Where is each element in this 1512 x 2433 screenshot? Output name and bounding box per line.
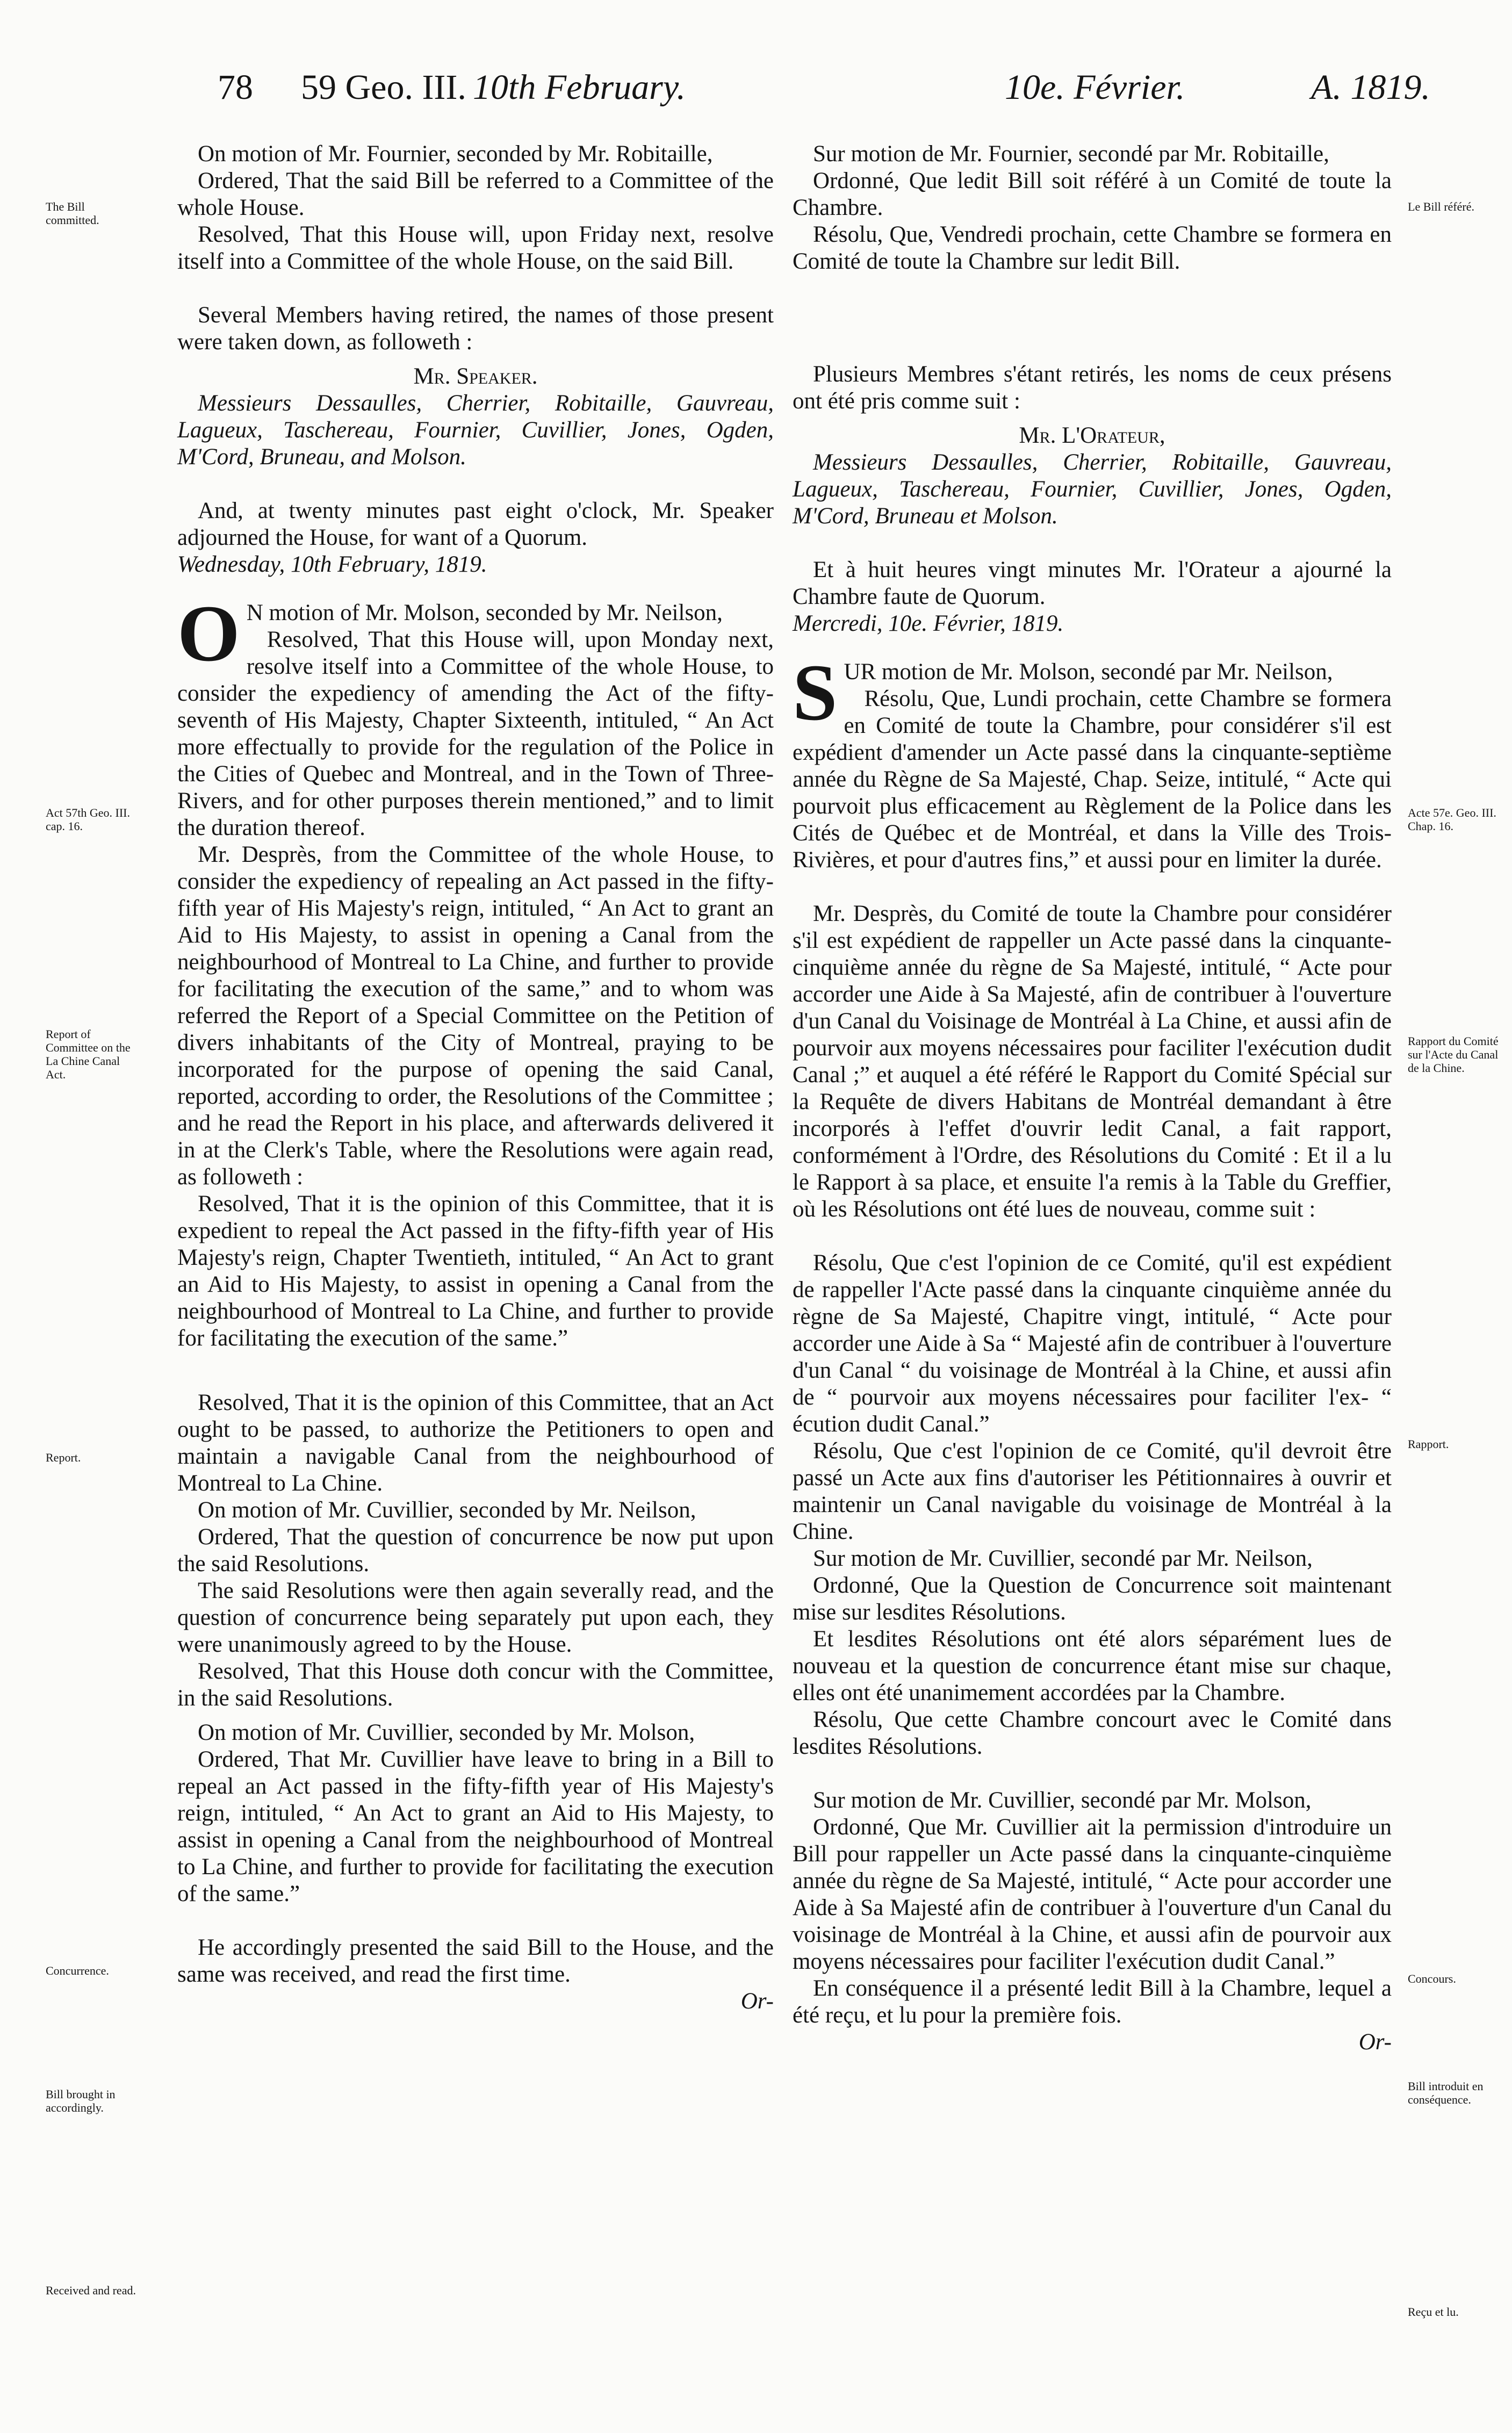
- members-present-fr: Messieurs Dessaulles, Cherrier, Robitaille, Gauvreau, Lagueux, Taschereau, Fournier, Cuvillier, Jones, Ogden, M'Cord, Bruneau et Molson.: [793, 450, 1392, 529]
- margin-note: The Bill committed.: [46, 200, 99, 227]
- margin-note: Bill introduit en conséquence.: [1408, 2079, 1484, 2106]
- dateline-fr: Mercredi, 10e. Février, 1819.: [793, 611, 1064, 636]
- order-leave-bill-fr: Ordonné, Que Mr. Cuvillier ait la permission d'introduire un Bill pour rappeller un Acte passé dans la cinquante-cinquième année du règne de Sa Majesté, intitulé, “ Acte pour accorder une Aide à Sa Majesté afin de contribuer à l'ouverture d'un Canal du voisinage de Montréal à la Chine, et aussi afin de pourvoir aux moyens nécessaires pour faciliter l'exécution dudit Canal.”: [793, 1815, 1392, 1974]
- report-despres: Mr. Desprès, from the Committee of the whole House, to consider the expediency of repealing an Act passed in the fifty-fifth year of His Majesty's reign, intituled, “ An Act to grant an Aid to His Majesty, to assist in opening a Canal from the neighbourhood of Montreal to La Chine, and further to provide for facilitating the execution of the same,” and to whom was referred the Report of a Special Committee on the Petition of divers inhabitants of the City of Montreal, praying to be incorporated for the purpose of opening the said Canal, reported, according to order, the Resolutions of the Committee ; and he read the Report in his place, and afterwards delivered it in at the Clerk's Table, where the Resolutions were again read, as followeth :: [177, 842, 774, 1190]
- order-concurrence-fr: Ordonné, Que la Question de Concurrence soit maintenant mise sur lesdites Résolutions.: [793, 1573, 1392, 1625]
- resolution-repeal: Resolved, That it is the opinion of this Committee, that it is expedient to repeal the Act passed in the fifty-fifth year of His Majesty's reign, Chapter Twentieth, intituled, “ An Act to grant an Aid to His Majesty, to assist in opening a Canal from the neighbourhood of Montreal to La Chine, and further to provide for facilitating the execution of the same.”: [177, 1191, 774, 1351]
- adjournment: And, at twenty minutes past eight o'clock, Mr. Speaker adjourned the House, for want of a Quorum.: [177, 498, 774, 550]
- report-despres-fr: Mr. Desprès, du Comité de toute la Chambre pour considérer s'il est expédient de rappeller un Acte passé dans la cinquante-cinquième année du règne de Sa Majesté, intitulé, “ Acte pour accorder une Aide à Sa Majesté, afin de contribuer à l'ouverture d'un Canal du Voisinage de Montréal à La Chine, et aussi afin de pourvoir aux moyens nécessaires pour faciliter l'exécution dudit Canal ;” et auquel a été référé le Rapport du Comité Spécial sur la Requête de divers Habitans de Montréal demandant à être incorporés à l'effet d'ouvrir ledit Canal, a fait rapport, conformément à l'Ordre, des Résolutions du Comité : Et il a lu le Rapport à sa place, et ensuite l'a remis à la Table du Greffier, où les Résolutions ont été lues de nouveau, comme suit :: [793, 901, 1392, 1222]
- speaker-heading-fr: Mr. L'Orateur,: [1019, 423, 1165, 448]
- catchword: Or-: [740, 1989, 774, 2014]
- margin-note: Concurrence.: [46, 1964, 109, 1977]
- dateline: Wednesday, 10th February, 1819.: [177, 552, 487, 577]
- margin-note: Concours.: [1408, 1972, 1456, 1985]
- motion-molson: O N motion of Mr. Molson, seconded by Mr. Neilson,: [177, 589, 723, 678]
- margin-note: Acte 57e. Geo. III. Chap. 16.: [1408, 806, 1496, 833]
- motion-fournier: On motion of Mr. Fournier, seconded by Mr. Robitaille,: [198, 141, 713, 167]
- members-retired-fr: Plusieurs Membres s'étant retirés, les noms de ceux présens ont été pris comme suit :: [793, 362, 1392, 414]
- margin-note: Received and read.: [46, 2284, 136, 2297]
- resolution-new-act: Resolved, That it is the opinion of this Committee, that an Act ought to be passed, to authorize the Petitioners to open and maintain a navigable Canal from the neighbourhood of Montreal to La Chine.: [177, 1390, 774, 1496]
- members-present: Messieurs Dessaulles, Cherrier, Robitaille, Gauvreau, Lagueux, Taschereau, Fournier, Cuvillier, Jones, Ogden, M'Cord, Bruneau, and Molson.: [177, 391, 774, 470]
- header-year: A. 1819.: [1311, 68, 1430, 107]
- bill-presented: He accordingly presented the said Bill to the House, and the same was received, and read the first time.: [177, 1935, 774, 1987]
- speaker-heading: Mr. Speaker.: [413, 364, 538, 389]
- header-date-fr: 10e. Février.: [1005, 68, 1185, 107]
- resolution-police-act: Resolved, That this House will, upon Monday next, resolve itself into a Committee of the whole House, to consider the expediency of amending the Act of the fifty-seventh of His Majesty, Chapter Sixteenth, intituled, “ An Act more effectually to provide for the regulation of the Police in the Cities of Quebec and Montreal, and in the Town of Three-Rivers, and for other purposes therein mentioned,” and to limit the duration thereof.: [177, 627, 774, 840]
- motion-molson-fr: SUR motion de Mr. Molson, secondé par Mr. Neilson,: [793, 648, 1333, 737]
- motion-fournier-fr: Sur motion de Mr. Fournier, secondé par Mr. Robitaille,: [813, 141, 1329, 167]
- order-leave-bill: Ordered, That Mr. Cuvillier have leave to bring in a Bill to repeal an Act passed in the fifty-fifth year of His Majesty's reign, intituled, “ An Act to grant an Aid to His Majesty, to assist in opening a Canal from the neighbourhood of Montreal to La Chine, and further to provide for facilitating the execution of the same.”: [177, 1747, 774, 1906]
- resolution-new-act-fr: Résolu, Que c'est l'opinion de ce Comité, qu'il devroit être passé un Acte aux fins d'autoriser les Pétitionnaires à ouvrir et maintenir un Canal navigable du voisinage de Montréal à la Chine.: [793, 1438, 1392, 1544]
- members-retired: Several Members having retired, the names of those present were taken down, as followeth :: [177, 303, 774, 355]
- motion-cuvillier-neilson-fr: Sur motion de Mr. Cuvillier, secondé par Mr. Neilson,: [813, 1546, 1313, 1571]
- resolution-police-act-fr: Résolu, Que, Lundi prochain, cette Chambre se formera en Comité de toute la Chambre, pour considérer s'il est expédient d'amender un Acte passé dans la cinquante-septième année du Règne de Sa Majesté, Chap. Seize, intitulé, “ Acte qui pourvoit plus efficacement au Règlement de la Police dans les Cités de Québec et de Montréal, et dans la Ville des Trois-Rivières, et pour d'autres fins,” et aussi pour en limiter la durée.: [793, 686, 1392, 873]
- margin-note: Report.: [46, 1451, 81, 1464]
- english-column: [177, 141, 774, 2015]
- margin-note: Bill brought in accordingly.: [46, 2088, 116, 2114]
- bill-presented-fr: En conséquence il a présenté ledit Bill à la Chambre, lequel a été reçu, et lu pour la première fois.: [793, 1976, 1392, 2028]
- margin-note: Reçu et lu.: [1408, 2305, 1459, 2319]
- motion-cuvillier-molson-fr: Sur motion de Mr. Cuvillier, secondé par Mr. Molson,: [813, 1788, 1312, 1813]
- motion-cuvillier-molson: On motion of Mr. Cuvillier, seconded by Mr. Molson,: [198, 1720, 695, 1745]
- resolution-repeal-fr: Résolu, Que c'est l'opinion de ce Comité, qu'il est expédient de rappeller l'Acte passé dans la cinquante cinquième année du règne de Sa Majesté, Chapitre vingt, intitulé, “ Acte pour accorder une Aide à Sa “ Majesté afin de contribuer à l'ouverture d'un Canal “ du voisinage de Montréal à la Chine, et aussi afin de “ pourvoir aux moyens nécessaires pour faciliter l'ex- “ écution dudit Canal.”: [793, 1250, 1392, 1437]
- resolution-concur-fr: Résolu, Que cette Chambre concourt avec le Comité dans lesdites Résolutions.: [793, 1707, 1392, 1759]
- resolution-concur: Resolved, That this House doth concur with the Committee, in the said Resolutions.: [177, 1659, 774, 1711]
- resolutions-agreed: The said Resolutions were then again severally read, and the question of concurrence being separately put upon each, they were unanimously agreed to by the House.: [177, 1578, 774, 1657]
- margin-note: Act 57th Geo. III. cap. 16.: [46, 806, 131, 833]
- margin-note: Rapport.: [1408, 1437, 1449, 1451]
- catchword-fr: Or-: [1358, 2029, 1392, 2055]
- french-column: [793, 141, 1392, 2056]
- order-refer-bill-fr: Ordonné, Que ledit Bill soit référé à un Comité de toute la Chambre.: [793, 168, 1392, 220]
- drop-cap: O: [177, 589, 240, 678]
- margin-note: Le Bill référé.: [1408, 200, 1474, 213]
- resolution-friday: Resolved, That this House will, upon Friday next, resolve itself into a Committee of the whole House, on the said Bill.: [177, 222, 774, 274]
- drop-cap-fr: S: [793, 648, 838, 737]
- adjournment-fr: Et à huit heures vingt minutes Mr. l'Orateur a ajourné la Chambre faute de Quorum.: [793, 557, 1392, 609]
- order-concurrence: Ordered, That the question of concurrence be now put upon the said Resolutions.: [177, 1524, 774, 1577]
- margin-note: Rapport du Comité sur l'Acte du Canal de la Chine.: [1408, 1034, 1499, 1075]
- motion-cuvillier-neilson: On motion of Mr. Cuvillier, seconded by Mr. Neilson,: [198, 1498, 696, 1523]
- header-date-en: 10th February.: [473, 68, 686, 107]
- resolutions-agreed-fr: Et lesdites Résolutions ont été alors séparément lues de nouveau et la question de concurrence étant mise sur chaque, elles ont été unanimement accordées par la Chambre.: [793, 1626, 1392, 1705]
- page-number: 78: [218, 68, 253, 107]
- resolution-friday-fr: Résolu, Que, Vendredi prochain, cette Chambre se formera en Comité de toute la Chambre sur ledit Bill.: [793, 222, 1392, 274]
- order-refer-bill: Ordered, That the said Bill be referred to a Committee of the whole House.: [177, 168, 774, 220]
- regnal-year: 59 Geo. III.: [301, 68, 466, 107]
- margin-note: Report of Committee on the La Chine Canal Act.: [46, 1027, 131, 1081]
